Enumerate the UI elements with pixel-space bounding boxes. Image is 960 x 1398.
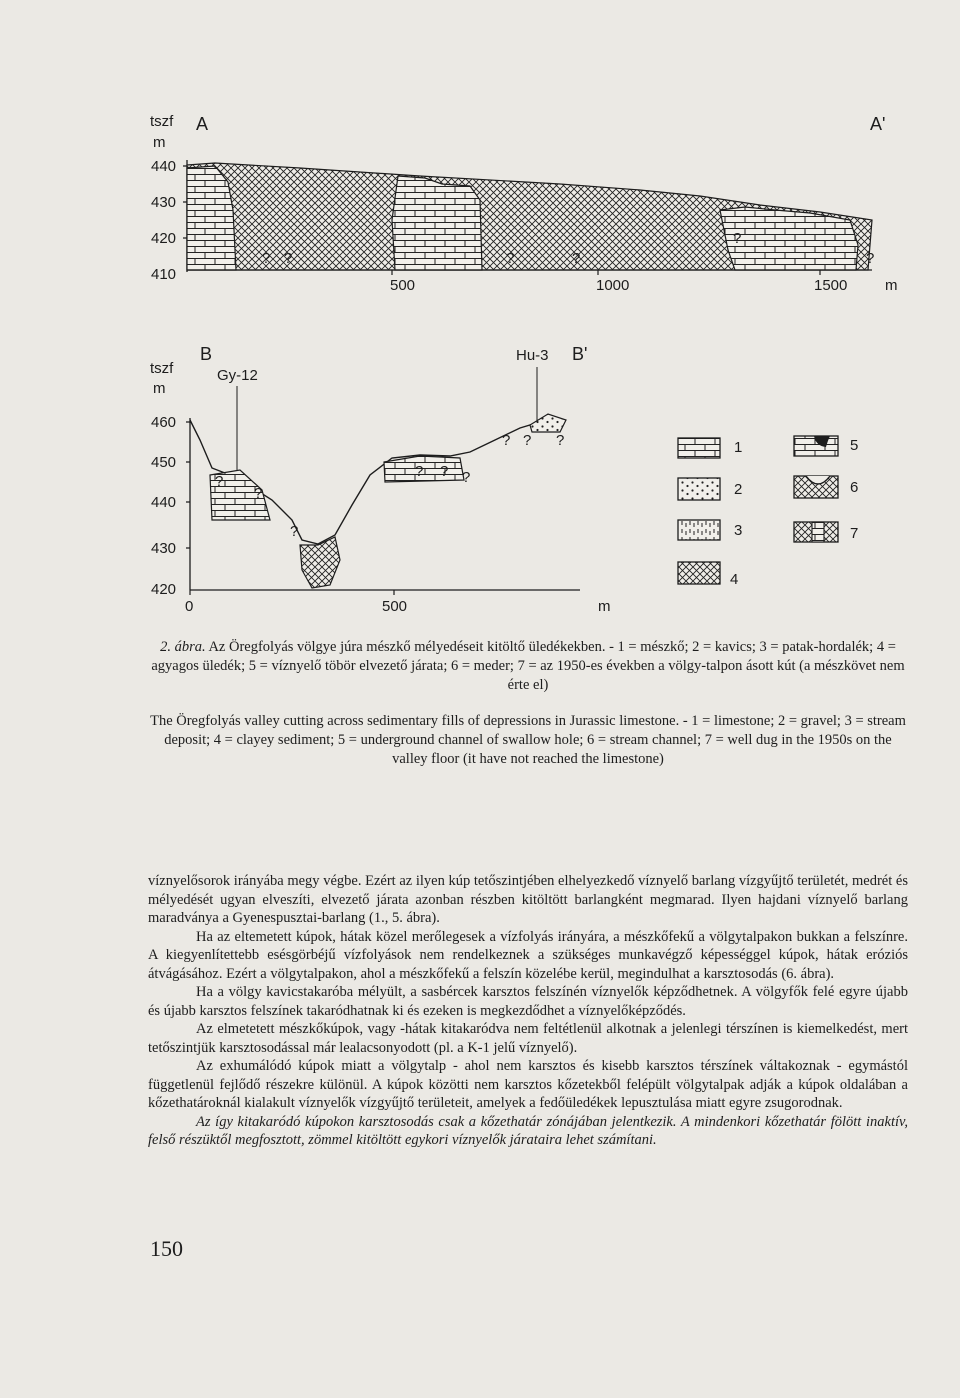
profile-a-end-label: A' <box>870 114 886 134</box>
paragraph-6: Az így kitakaródó kúpokon karsztosodás csak a kőzethatár zónájában jelentkezik. A mindenkori kőzethatár fölött inaktív, felső részüktől megfosztott, zömmel kitöltött egykori víznyelők járataira lehet számítani. <box>148 1113 908 1148</box>
legend-num-5: 5 <box>850 437 859 454</box>
profile-a-unit-sub: m <box>153 134 166 151</box>
paragraph-2: Ha az eltemetett kúpok, hátak közel merőlegesek a vízfolyás irányára, a mészkőfekű a völgytalpakon bukkan a felszínre. A kiegyenlítettebb esésgörbéjű vízfolyások nem rendelkeznek a szükséges munkavégző képességgel kúpok, hátak eróziós átvágásához. Ezért a völgytalpakon, ahol a mészkőfekű a felszín közelébe kerül, megindulhat a karsztosodás (6. ábra). <box>148 928 908 982</box>
profile-a-q3: ? <box>506 250 515 267</box>
legend-num-6: 6 <box>850 479 859 496</box>
profile-a-xtick-1500: 1500 <box>814 277 848 294</box>
legend-swatch-6 <box>794 476 838 498</box>
profile-a-q1: ? <box>262 250 271 267</box>
profile-b-well-left: Gy-12 <box>217 367 258 384</box>
profile-b-q4: ? <box>415 463 424 480</box>
legend-swatch-1 <box>678 438 720 458</box>
profile-b-ytick-430: 430 <box>151 540 177 557</box>
profile-b-start-label: B <box>200 344 213 364</box>
legend <box>678 436 858 588</box>
profile-b-q1: ? <box>215 473 224 490</box>
legend-swatch-4 <box>678 562 720 584</box>
profile-a-x-unit: m <box>885 277 898 294</box>
profile-a <box>150 113 898 294</box>
profile-a-q2: ? <box>284 250 293 267</box>
profile-b-xtick-0: 0 <box>185 598 194 615</box>
paragraph-5: Az exhumálódó kúpok miatt a völgytalp - ahol nem karsztos és kisebb karsztos térszínek váltakoznak - egymástól függetlenül fejlődő részekre különül. A kúpok közötti nem karsztos kőzetekből felépült völgytalpak adják a kúpok oldalában a kőzethatároknál kialakult víznyelők vízgyűjtő területeit, amelyek a fedőüledékek lepusztulása miatt egyre zsugorodnak. <box>148 1058 908 1111</box>
profile-b-q5: ? <box>440 463 449 480</box>
profile-b-ytick-420: 420 <box>151 581 177 598</box>
figure-caption-label: 2. ábra. <box>160 639 206 655</box>
geologic-profiles-figure <box>0 0 960 640</box>
profile-a-q5: ? <box>733 230 742 247</box>
legend-num-7: 7 <box>850 525 859 542</box>
profile-b-limestone-mid <box>384 456 464 482</box>
legend-num-1: 1 <box>734 439 743 456</box>
profile-a-ytick-410: 410 <box>151 266 177 283</box>
legend-swatch-5 <box>794 436 838 456</box>
profile-b-clay-fill <box>300 537 340 588</box>
figure-caption-english: The Öregfolyás valley cutting across sedimentary fills of depressions in Jurassic limestone. - 1 = limestone; 2 = gravel; 3 = stream deposit; 4 = clayey sediment; 5 = underground channel of swallow hole; 6 = stream channel; 7 = well dug in the 1950s on the valley floor (it have not reached the limestone) <box>150 713 906 767</box>
profile-a-xtick-500: 500 <box>390 277 416 294</box>
profile-b-q3: ? <box>290 523 299 540</box>
profile-b-ytick-450: 450 <box>151 454 177 471</box>
figure-caption-text: Az Öregfolyás völgye júra mészkő mélyedéseit kitöltő üledékekben. - 1 = mészkő; 2 = kavics; 3 = patak-hordalék; 4 = agyagos üledék; 5 = víznyelő töbör elvezető járata; 6 = meder; 7 = az 1950-es években a völgy-talpon ásott kút (a mészkövet nem érte el) <box>151 639 905 693</box>
figure-caption-hungarian <box>148 638 908 695</box>
profile-b-q7: ? <box>502 432 511 449</box>
profile-a-q4: ? <box>572 250 581 267</box>
legend-swatch-3 <box>678 520 720 540</box>
profile-b-q8: ? <box>523 432 532 449</box>
body-text <box>148 872 908 1150</box>
profile-a-ytick-430: 430 <box>151 194 177 211</box>
legend-swatch-2 <box>678 478 720 500</box>
profile-b-unit-sub: m <box>153 380 166 397</box>
profile-b-unit-label: tszf <box>150 360 174 377</box>
profile-b-q9: ? <box>556 432 565 449</box>
profile-b-gravel-right <box>530 414 566 432</box>
paragraph-1: víznyelősorok irányába megy végbe. Ezért az ilyen kúp tetőszintjében elhelyezkedő víznyelő barlang vízgyűjtő területét, medrét és mélyedését ugyan elveszíti, elvezető járata azonban részben kitöltött barlangként megmarad. Ilyen hajdani víznyelő barlang maradványa a Gyenespusztai-barlang (1., 5. ábra). <box>148 873 908 926</box>
profile-b-ytick-440: 440 <box>151 494 177 511</box>
profile-b-q2: ? <box>254 485 263 502</box>
page-number: 150 <box>150 1236 183 1261</box>
profile-b-q6: ? <box>462 469 471 486</box>
legend-num-4: 4 <box>730 571 739 588</box>
profile-b <box>150 344 611 615</box>
profile-a-xtick-1000: 1000 <box>596 277 630 294</box>
paragraph-3: Ha a völgy kavicstakaróba mélyült, a sasbércek karsztos felszínén víznyelők képződhetnek. A völgyfők felé egyre újabb és újabb karsztos felszínek takaródhatnak ki és ezeken is megkezdődhet a víznyelőképződés. <box>148 984 908 1019</box>
profile-a-start-label: A <box>196 114 209 134</box>
profile-b-well-right: Hu-3 <box>516 347 549 364</box>
profile-b-xtick-500: 500 <box>382 598 408 615</box>
profile-b-end-label: B' <box>572 344 588 364</box>
profile-a-ytick-420: 420 <box>151 230 177 247</box>
profile-a-q6: ? <box>866 250 875 267</box>
profile-a-limestone-2 <box>392 176 482 270</box>
profile-a-unit-label: tszf <box>150 113 174 130</box>
profile-b-x-unit: m <box>598 598 611 615</box>
legend-num-3: 3 <box>734 522 743 539</box>
legend-swatch-7 <box>794 522 838 542</box>
profile-a-ytick-440: 440 <box>151 158 177 175</box>
paragraph-4: Az elmetetett mészkőkúpok, vagy -hátak kitakaródva nem feltétlenül alkotnak a jelenlegi térszínen is kiemelkedést, mert tetőszintjük karsztosodással már lealacsonyodott (pl. a K-1 jelű víznyelő). <box>148 1021 908 1056</box>
legend-num-2: 2 <box>734 481 743 498</box>
profile-b-ytick-460: 460 <box>151 414 177 431</box>
